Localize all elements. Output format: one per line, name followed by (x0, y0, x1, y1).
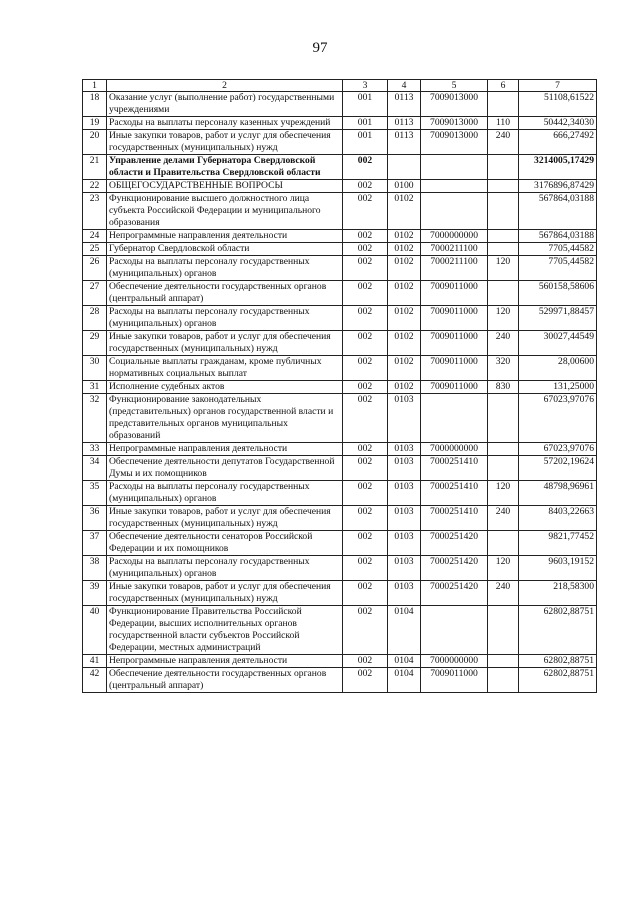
row-sum: 7705,44582 (519, 243, 597, 256)
row-code-6: 240 (488, 130, 519, 155)
table-row (83, 117, 597, 130)
row-number: 39 (83, 581, 107, 606)
row-number: 37 (83, 531, 107, 556)
table-row (83, 531, 597, 556)
row-number: 23 (83, 193, 107, 230)
row-code-6: 120 (488, 481, 519, 506)
row-number: 18 (83, 92, 107, 117)
row-code-5 (421, 180, 488, 193)
row-number: 22 (83, 180, 107, 193)
row-code-3: 002 (343, 481, 388, 506)
row-code-4: 0102 (388, 281, 421, 306)
row-sum: 28,00600 (519, 356, 597, 381)
row-code-6: 110 (488, 117, 519, 130)
row-name: Социальные выплаты гражданам, кроме публичных нормативных социальных выплат (107, 356, 343, 381)
row-number: 38 (83, 556, 107, 581)
table-row (83, 655, 597, 668)
row-code-3: 001 (343, 92, 388, 117)
row-sum: 8403,22663 (519, 506, 597, 531)
row-sum: 67023,97076 (519, 443, 597, 456)
row-code-4: 0103 (388, 581, 421, 606)
row-name: Расходы на выплаты персоналу государственных (муниципальных) органов (107, 256, 343, 281)
row-number: 40 (83, 606, 107, 655)
row-number: 26 (83, 256, 107, 281)
row-sum: 218,58300 (519, 581, 597, 606)
row-sum: 9821,77452 (519, 531, 597, 556)
row-code-3: 002 (343, 180, 388, 193)
row-code-6: 240 (488, 581, 519, 606)
table-row (83, 256, 597, 281)
row-code-3: 001 (343, 130, 388, 155)
row-code-6 (488, 456, 519, 481)
row-code-6 (488, 531, 519, 556)
row-code-6 (488, 668, 519, 693)
row-name: Функционирование высшего должностного лица субъекта Российской Федерации и муниципального образования (107, 193, 343, 230)
header-col-6: 6 (488, 80, 519, 92)
row-code-4: 0102 (388, 256, 421, 281)
row-code-6 (488, 606, 519, 655)
row-name: Управление делами Губернатора Свердловской области и Правительства Свердловской области (107, 155, 343, 180)
row-code-6 (488, 281, 519, 306)
row-code-3: 002 (343, 193, 388, 230)
row-code-3: 002 (343, 581, 388, 606)
row-code-6 (488, 394, 519, 443)
table-row (83, 130, 597, 155)
table-row (83, 230, 597, 243)
row-code-5: 7009011000 (421, 356, 488, 381)
row-code-5: 7009013000 (421, 92, 488, 117)
row-name: Обеспечение деятельности государственных органов (центральный аппарат) (107, 281, 343, 306)
row-number: 29 (83, 331, 107, 356)
table-row (83, 481, 597, 506)
row-name: Обеспечение деятельности сенаторов Российской Федерации и их помощников (107, 531, 343, 556)
row-number: 24 (83, 230, 107, 243)
row-number: 21 (83, 155, 107, 180)
row-code-3: 002 (343, 655, 388, 668)
row-name: Исполнение судебных актов (107, 381, 343, 394)
row-number: 25 (83, 243, 107, 256)
row-code-6 (488, 243, 519, 256)
row-sum: 560158,58606 (519, 281, 597, 306)
row-number: 32 (83, 394, 107, 443)
row-code-5: 7000251410 (421, 506, 488, 531)
row-code-6 (488, 155, 519, 180)
row-code-4: 0102 (388, 356, 421, 381)
row-code-3: 002 (343, 243, 388, 256)
row-number: 27 (83, 281, 107, 306)
row-sum: 3176896,87429 (519, 180, 597, 193)
row-name: Расходы на выплаты персоналу государственных (муниципальных) органов (107, 481, 343, 506)
header-col-7: 7 (519, 80, 597, 92)
row-sum: 50442,34030 (519, 117, 597, 130)
row-code-5: 7009011000 (421, 331, 488, 356)
row-code-4: 0103 (388, 506, 421, 531)
row-name: Непрограммные направления деятельности (107, 443, 343, 456)
row-code-3: 002 (343, 306, 388, 331)
row-sum: 9603,19152 (519, 556, 597, 581)
row-code-6: 120 (488, 256, 519, 281)
row-name: Расходы на выплаты персоналу казенных учреждений (107, 117, 343, 130)
row-name: Иные закупки товаров, работ и услуг для обеспечения государственных (муниципальных) нужд (107, 506, 343, 531)
table-row (83, 306, 597, 331)
row-code-5: 7000000000 (421, 230, 488, 243)
row-code-6: 120 (488, 306, 519, 331)
row-code-4: 0104 (388, 606, 421, 655)
table-row (83, 456, 597, 481)
row-code-6 (488, 443, 519, 456)
row-name: Непрограммные направления деятельности (107, 230, 343, 243)
row-code-5 (421, 394, 488, 443)
row-sum: 62802,88751 (519, 668, 597, 693)
row-code-3: 002 (343, 356, 388, 381)
row-code-3: 002 (343, 381, 388, 394)
row-code-3: 002 (343, 531, 388, 556)
row-code-4: 0102 (388, 243, 421, 256)
table-row (83, 381, 597, 394)
row-code-4: 0102 (388, 306, 421, 331)
row-code-4: 0113 (388, 92, 421, 117)
row-code-6: 320 (488, 356, 519, 381)
row-code-4: 0102 (388, 193, 421, 230)
budget-table (82, 79, 597, 693)
row-sum: 529971,88457 (519, 306, 597, 331)
row-sum: 57202,19624 (519, 456, 597, 481)
row-code-4: 0103 (388, 481, 421, 506)
row-code-6 (488, 180, 519, 193)
table-row (83, 394, 597, 443)
row-code-3: 002 (343, 256, 388, 281)
row-name: Иные закупки товаров, работ и услуг для обеспечения государственных (муниципальных) нужд (107, 581, 343, 606)
row-code-4: 0102 (388, 381, 421, 394)
table-row (83, 193, 597, 230)
row-code-6 (488, 92, 519, 117)
row-code-3: 002 (343, 556, 388, 581)
row-number: 35 (83, 481, 107, 506)
row-number: 19 (83, 117, 107, 130)
row-number: 20 (83, 130, 107, 155)
table-header-row (83, 80, 597, 92)
table-row (83, 506, 597, 531)
row-code-6: 120 (488, 556, 519, 581)
row-code-6: 240 (488, 506, 519, 531)
row-code-3: 002 (343, 456, 388, 481)
row-sum: 666,27492 (519, 130, 597, 155)
row-code-6: 240 (488, 331, 519, 356)
table-row (83, 606, 597, 655)
row-code-5: 7000251410 (421, 481, 488, 506)
row-code-3: 002 (343, 394, 388, 443)
row-sum: 62802,88751 (519, 655, 597, 668)
row-number: 31 (83, 381, 107, 394)
row-code-4: 0104 (388, 668, 421, 693)
header-col-3: 3 (343, 80, 388, 92)
row-code-5 (421, 606, 488, 655)
row-number: 33 (83, 443, 107, 456)
row-name: Непрограммные направления деятельности (107, 655, 343, 668)
row-name: Расходы на выплаты персоналу государственных (муниципальных) органов (107, 306, 343, 331)
row-sum: 567864,03188 (519, 230, 597, 243)
row-code-4: 0100 (388, 180, 421, 193)
row-code-5: 7009011000 (421, 668, 488, 693)
row-code-3: 001 (343, 117, 388, 130)
row-sum: 30027,44549 (519, 331, 597, 356)
row-sum: 62802,88751 (519, 606, 597, 655)
row-code-5: 7000251420 (421, 556, 488, 581)
row-code-3: 002 (343, 443, 388, 456)
row-code-3: 002 (343, 281, 388, 306)
row-code-4: 0103 (388, 456, 421, 481)
row-code-4: 0103 (388, 394, 421, 443)
row-code-5: 7009011000 (421, 306, 488, 331)
row-code-4: 0104 (388, 655, 421, 668)
row-code-4: 0103 (388, 531, 421, 556)
table-body (83, 92, 597, 693)
table-row (83, 556, 597, 581)
header-col-2: 2 (107, 80, 343, 92)
row-code-5: 7000251420 (421, 531, 488, 556)
row-code-3: 002 (343, 155, 388, 180)
row-code-5: 7000211100 (421, 256, 488, 281)
row-code-5: 7009011000 (421, 381, 488, 394)
table-row (83, 581, 597, 606)
row-code-6 (488, 230, 519, 243)
row-number: 41 (83, 655, 107, 668)
row-code-4: 0102 (388, 331, 421, 356)
table-row (83, 443, 597, 456)
row-code-6 (488, 655, 519, 668)
table-row (83, 668, 597, 693)
table-row (83, 331, 597, 356)
row-name: Губернатор Свердловской области (107, 243, 343, 256)
row-code-3: 002 (343, 606, 388, 655)
row-code-5: 7000211100 (421, 243, 488, 256)
header-col-5: 5 (421, 80, 488, 92)
row-number: 28 (83, 306, 107, 331)
row-sum: 131,25000 (519, 381, 597, 394)
row-code-4: 0113 (388, 130, 421, 155)
row-name: Иные закупки товаров, работ и услуг для обеспечения государственных (муниципальных) нужд (107, 331, 343, 356)
row-code-5: 7000251410 (421, 456, 488, 481)
row-code-6 (488, 193, 519, 230)
row-sum: 567864,03188 (519, 193, 597, 230)
table-row (83, 356, 597, 381)
row-number: 42 (83, 668, 107, 693)
row-code-5: 7009013000 (421, 117, 488, 130)
row-code-4: 0103 (388, 556, 421, 581)
row-name: ОБЩЕГОСУДАРСТВЕННЫЕ ВОПРОСЫ (107, 180, 343, 193)
row-sum: 51108,61522 (519, 92, 597, 117)
row-code-5 (421, 193, 488, 230)
row-sum: 7705,44582 (519, 256, 597, 281)
row-name: Обеспечение деятельности депутатов Государственной Думы и их помощников (107, 456, 343, 481)
row-sum: 67023,97076 (519, 394, 597, 443)
row-code-5 (421, 155, 488, 180)
row-code-4: 0102 (388, 230, 421, 243)
row-name: Функционирование законодательных (представительных) органов государственной власти и представительных органов муниципальных образований (107, 394, 343, 443)
header-col-1: 1 (83, 80, 107, 92)
row-name: Оказание услуг (выполнение работ) государственными учреждениями (107, 92, 343, 117)
header-col-4: 4 (388, 80, 421, 92)
row-number: 30 (83, 356, 107, 381)
row-code-3: 002 (343, 331, 388, 356)
row-name: Расходы на выплаты персоналу государственных (муниципальных) органов (107, 556, 343, 581)
table-row (83, 281, 597, 306)
table-row (83, 243, 597, 256)
row-code-4: 0103 (388, 443, 421, 456)
row-sum: 3214005,17429 (519, 155, 597, 180)
table-row (83, 92, 597, 117)
row-code-3: 002 (343, 506, 388, 531)
row-code-5: 7009013000 (421, 130, 488, 155)
row-name: Иные закупки товаров, работ и услуг для обеспечения государственных (муниципальных) нужд (107, 130, 343, 155)
row-code-6: 830 (488, 381, 519, 394)
row-sum: 48798,96961 (519, 481, 597, 506)
row-name: Функционирование Правительства Российской Федерации, высших исполнительных органов государственной власти субъектов Российской Федерации, местных администраций (107, 606, 343, 655)
row-code-5: 7000251420 (421, 581, 488, 606)
table-row (83, 155, 597, 180)
row-code-4 (388, 155, 421, 180)
table-row (83, 180, 597, 193)
row-code-5: 7009011000 (421, 281, 488, 306)
row-code-5: 7000000000 (421, 655, 488, 668)
row-code-5: 7000000000 (421, 443, 488, 456)
row-number: 34 (83, 456, 107, 481)
page-number: 97 (312, 40, 328, 56)
row-number: 36 (83, 506, 107, 531)
row-code-4: 0113 (388, 117, 421, 130)
row-code-3: 002 (343, 230, 388, 243)
row-code-3: 002 (343, 668, 388, 693)
row-name: Обеспечение деятельности государственных органов (центральный аппарат) (107, 668, 343, 693)
